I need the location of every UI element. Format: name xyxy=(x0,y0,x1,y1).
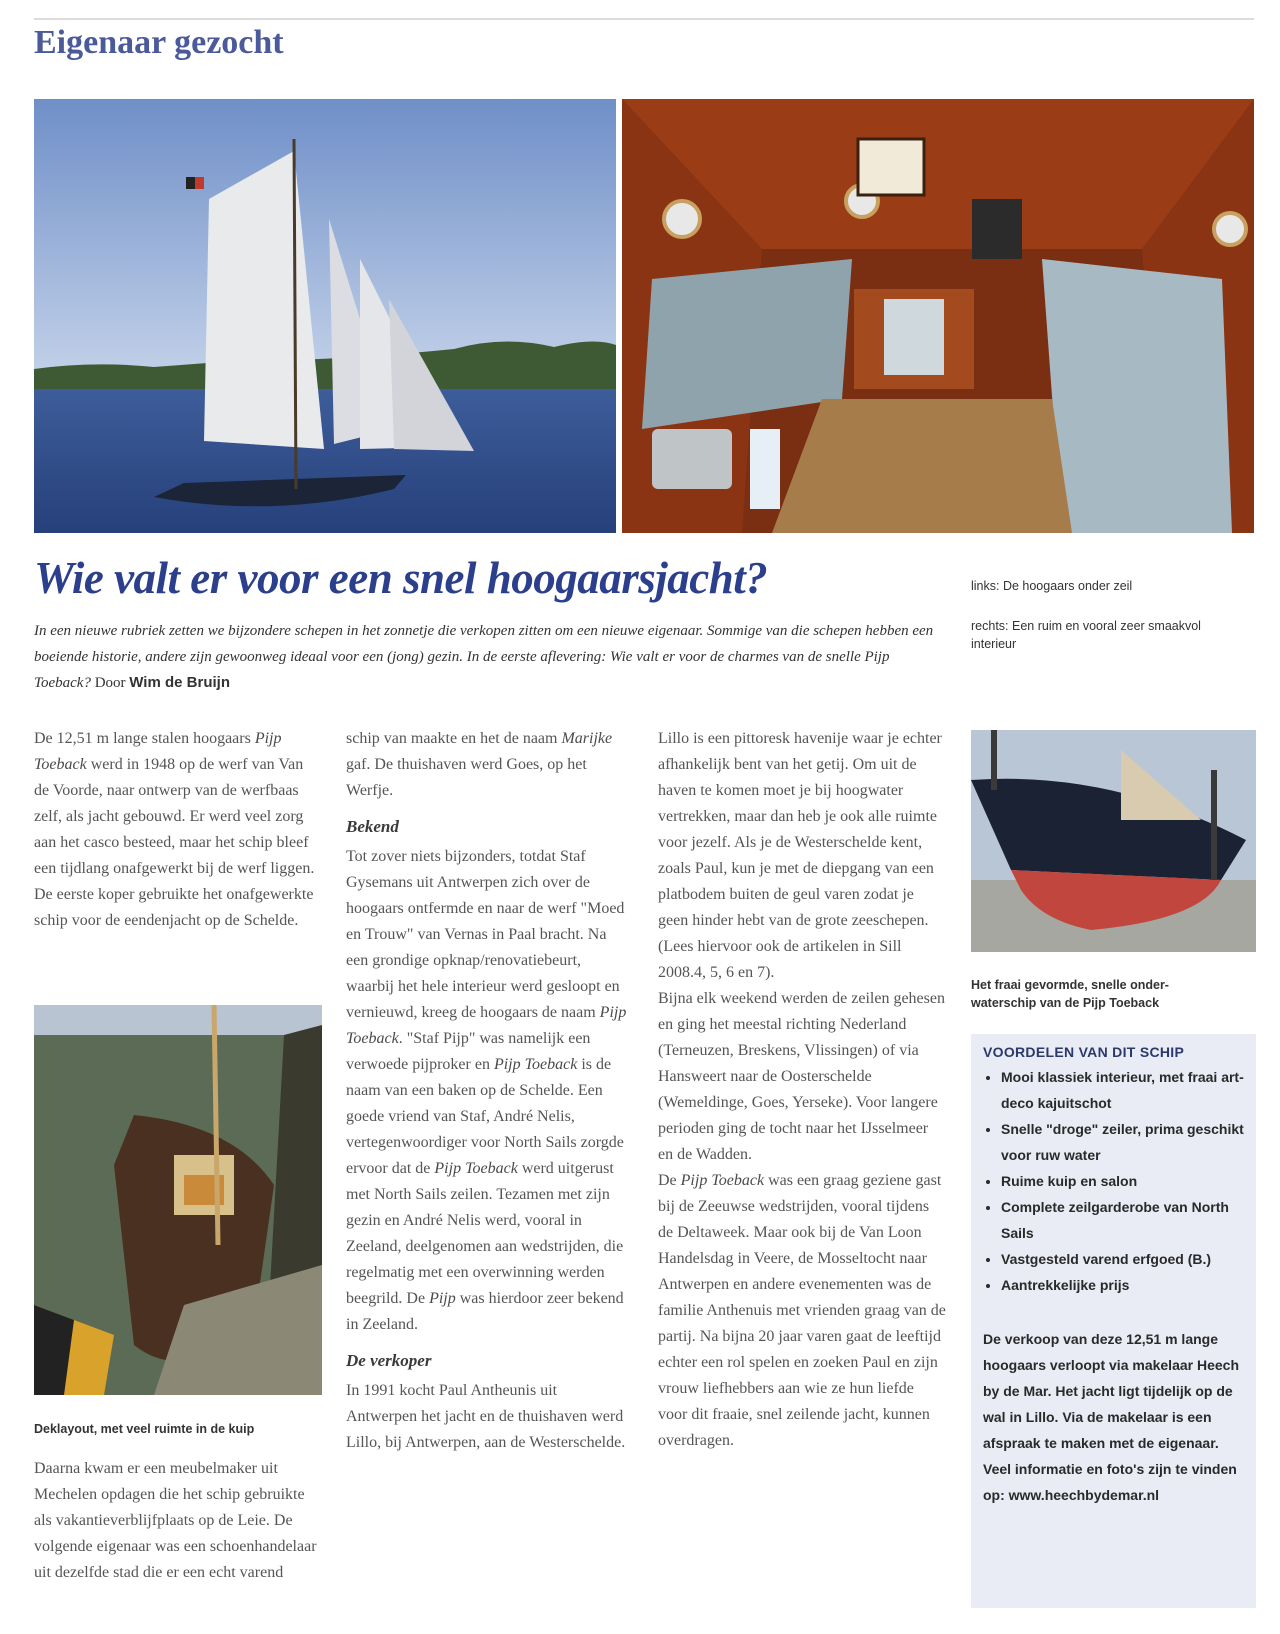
col1-paragraph-1 xyxy=(34,726,319,934)
list-item: • Aantrekkelijke prijs xyxy=(1001,1272,1244,1298)
photo-deck-layout xyxy=(34,1005,322,1395)
boat-name: Pijp Toeback xyxy=(434,1160,518,1177)
list-item: • Ruime kuip en salon xyxy=(1001,1168,1244,1194)
byline-author: Wim de Bruijn xyxy=(129,674,230,691)
col3-paragraph-3 xyxy=(658,1168,946,1454)
list-item: • Complete zeilgarderobe van North Sails xyxy=(1001,1194,1244,1246)
photo-hull xyxy=(971,730,1256,952)
article-column-2 xyxy=(346,726,631,1456)
boat-name: Pijp Toeback xyxy=(346,1004,627,1047)
intro-body: In een nieuwe rubriek zetten we bijzondere schepen in het zonnetje die verkopen zitten om een nieuwe eigenaar. Sommige van die schepen hebben een boeiende historie, andere zijn gewoonweg ideaal voor een (jong) gezin. In de eerste aflevering: Wie valt er voor de charmes van de snelle Pijp Toeback? xyxy=(34,623,934,691)
text: . "Staf Pijp" was namelijk een verwoede pijproker en xyxy=(346,1030,591,1073)
text: werd in 1948 op de werf van Van de Voorde, naar ontwerp van de werfbaas zelf, als jacht gebouwd. Er werd veel zorg aan het casco besteed, maar het schip bleef een tijdlang onafgewerkt bij de werf liggen. De eerste koper gebruikte het onafgewerkte schip voor de eendenjacht op de Schelde. xyxy=(34,756,315,929)
list-item: • Snelle "droge" zeiler, prima geschikt voor ruw water xyxy=(1001,1116,1244,1168)
advantages-list xyxy=(983,1064,1244,1298)
photo-sailing-boat xyxy=(34,99,616,533)
article-column-3 xyxy=(658,726,946,1454)
advantages-box xyxy=(971,1034,1256,1608)
text: was een graag geziene gast bij de Zeeuwse wedstrijden, vooral tijdens de Deltaweek. Maar ook bij de Van Loon Handelsdag in Veere, de Mosseltocht naar Antwerpen en andere evenementen was de familie Anthenuis met vrienden graag van de partij. Na bijna 20 jaar varen gaat de leeftijd echter een rol spelen en zoeken Paul en zijn vrouw liefhebbers aan wie ze hun liefde voor dit fraaie, snel zeilende jacht, kunnen overdragen. xyxy=(658,1172,946,1449)
caption-deck-photo: Deklayout, met veel ruimte in de kuip xyxy=(34,1422,255,1436)
col2-paragraph-1 xyxy=(346,726,631,804)
intro-text xyxy=(34,618,949,696)
boat-name: Pijp Toeback xyxy=(34,730,282,773)
subheading-bekend: Bekend xyxy=(346,817,399,836)
photo-interior xyxy=(622,99,1254,533)
article-column-1 xyxy=(34,726,319,934)
advantages-title: VOORDELEN VAN DIT SCHIP xyxy=(983,1044,1185,1060)
list-item: • Vastgesteld varend erfgoed (B.) xyxy=(1001,1246,1244,1272)
caption-right-photo: rechts: Een ruim en vooral zeer smaakvol interieur xyxy=(971,619,1201,651)
list-item: • Mooi klassiek interieur, met fraai art-deco kajuitschot xyxy=(1001,1064,1244,1116)
text: is de naam van een baken op de Schelde. Een goede vriend van Staf, André Nelis, vertegenwoordiger voor North Sails zorgde ervoor dat de xyxy=(346,1056,624,1177)
boat-name: Marijke xyxy=(561,730,613,747)
col1-paragraph-2: Daarna kwam er een meubelmaker uit Mechelen opdagen die het schip gebruikte als vakantieverblijfplaats op de Leie. De volgende eigenaar was een schoenhandelaar uit dezelfde stad die er een echt varend xyxy=(34,1460,317,1581)
text: schip van maakte en het de naam xyxy=(346,730,558,747)
subheading-de-verkoper: De verkoper xyxy=(346,1351,432,1370)
col3-paragraph-2: Bijna elk weekend werden de zeilen gehesen en ging het meestal richting Nederland (Terneuzen, Breskens, Vlissingen) of via Hansweert naar de Oosterschelde (Wemeldinge, Goes, Yerseke). Voor langere perioden ging de tocht naar het IJsselmeer en de Wadden. xyxy=(658,990,945,1163)
section-title: Eigenaar gezocht xyxy=(34,24,284,61)
byline-label: Door xyxy=(94,675,126,691)
col2-paragraph-3: In 1991 kocht Paul Antheunis uit Antwerpen het jacht en de thuishaven werd Lillo, bij Antwerpen, aan de Westerschelde. xyxy=(346,1382,626,1451)
boat-name: Pijp Toeback xyxy=(493,1056,578,1073)
col2-paragraph-2 xyxy=(346,844,631,1338)
article-column-1-continued xyxy=(34,1456,319,1586)
text: De xyxy=(658,1172,677,1189)
sale-info: De verkoop van deze 12,51 m lange hoogaars verloopt via makelaar Heech by de Mar. Het jacht ligt tijdelijk op de wal in Lillo. Via de makelaar is een afspraak te maken met de eigenaar. Veel informatie en foto's zijn te vinden op: www.heechbydemar.nl xyxy=(983,1331,1239,1503)
caption-hull-photo: Het fraai gevormde, snelle onder-waterschip van de Pijp Toeback xyxy=(971,978,1169,1010)
text: was hierdoor zeer bekend in Zeeland. xyxy=(346,1290,624,1333)
caption-left-photo: links: De hoogaars onder zeil xyxy=(971,579,1133,593)
boat-name: Pijp xyxy=(429,1290,456,1307)
top-rule xyxy=(34,18,1254,20)
text: gaf. De thuishaven werd Goes, op het Werfje. xyxy=(346,756,587,799)
text: Tot zover niets bijzonders, totdat Staf Gysemans uit Antwerpen zich over de hoogaars ontfermde en naar de werf "Moed en Trouw" van Vernas in Paal bracht. Na een grondige opknap/renovatiebeurt, waarbij het hele interieur werd gesloopt en vernieuwd, kreeg de hoogaars de naam xyxy=(346,848,625,1021)
headline: Wie valt er voor een snel hoogaarsjacht? xyxy=(34,553,768,603)
boat-name: Pijp Toeback xyxy=(680,1172,765,1189)
text: werd uitgerust met North Sails zeilen. Tezamen met zijn gezin en André Nelis werd, vooral in Zeeland, deelgenomen aan wedstrijden, die regelmatig met een overwinning werden beegrild. De xyxy=(346,1160,624,1307)
text: De 12,51 m lange stalen hoogaars xyxy=(34,730,251,747)
col3-paragraph-1: Lillo is een pittoresk havenije waar je echter afhankelijk bent van het getij. Om uit de haven te komen moet je bij hoogwater vertrekken, maar dan heb je ook alle ruimte voor jezelf. Als je de Westerschelde kent, zoals Paul, kun je met de diepgang van een platbodem buiten de geul varen zodat je geen hinder hebt van de grote zeeschepen. (Lees hiervoor ook de artikelen in Sill 2008.4, 5, 6 en 7). xyxy=(658,730,942,981)
